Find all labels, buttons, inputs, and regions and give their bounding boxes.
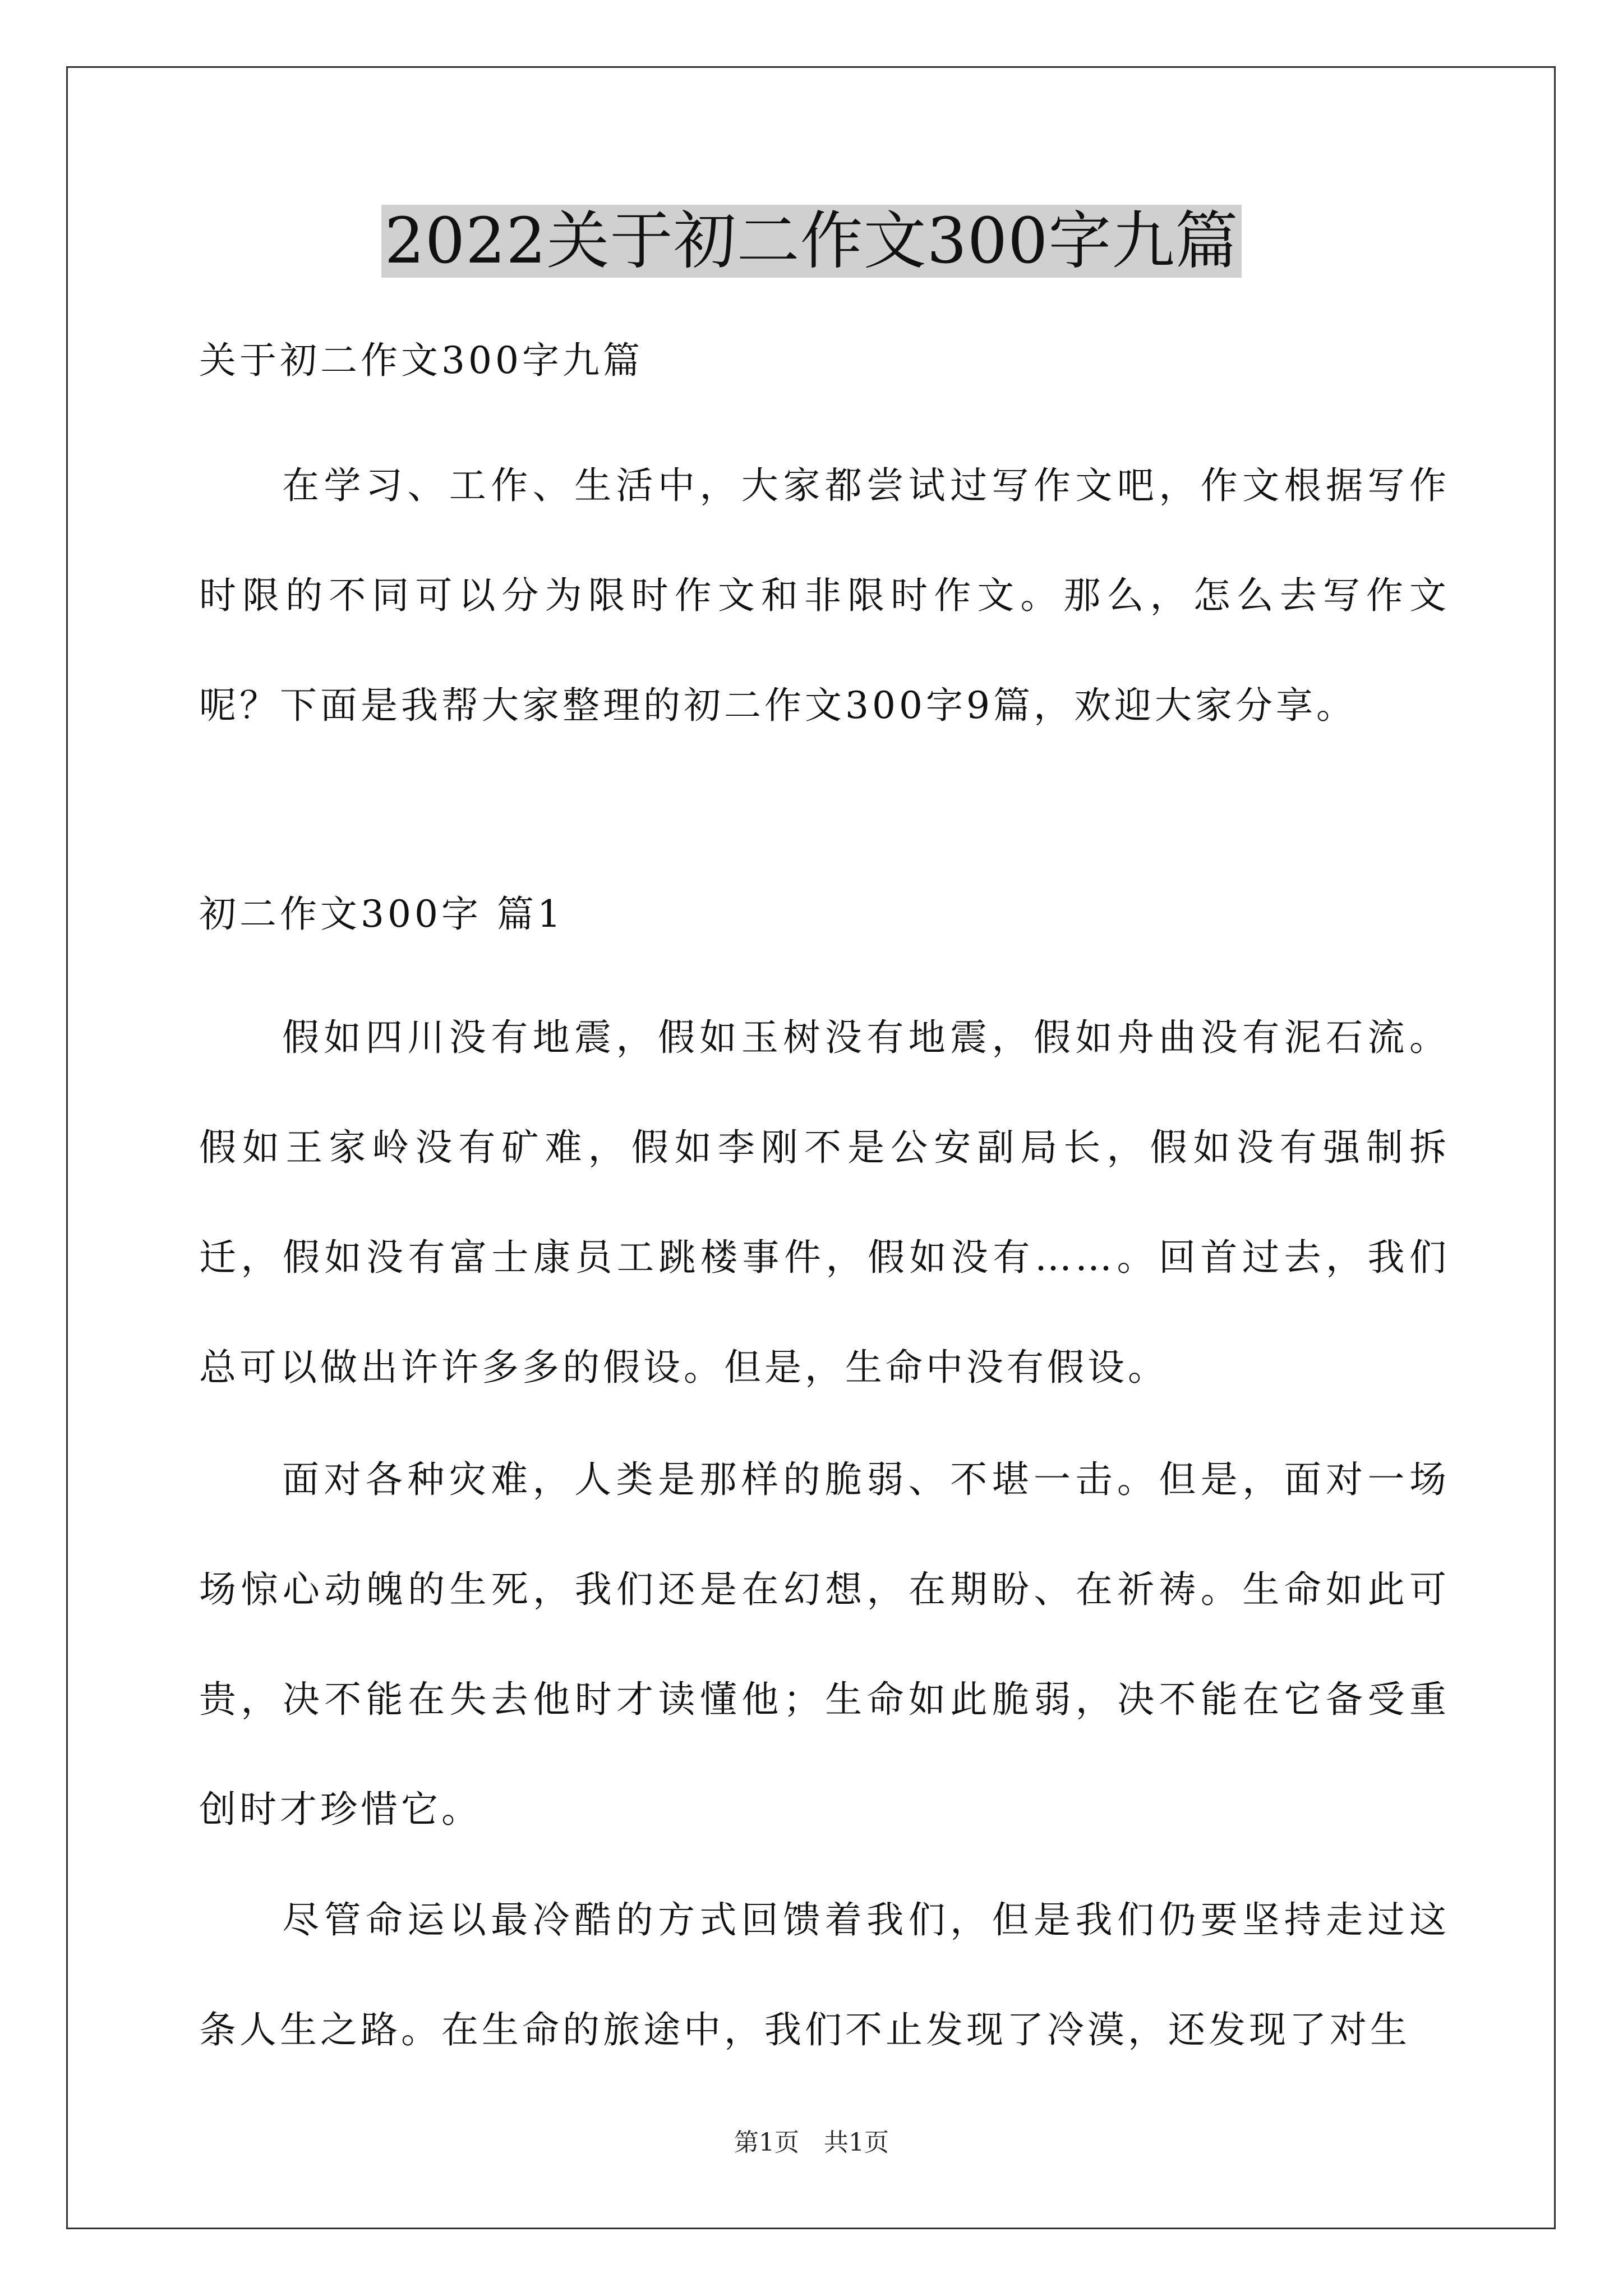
body-paragraph-3: 尽管命运以最冷酷的方式回馈着我们，但是我们仍要坚持走过这条人生之路。在生命的旅途中，我们不止发现了冷漠，还发现了对生 bbox=[199, 1898, 1450, 2051]
document-title bbox=[0, 199, 1623, 283]
body-paragraph-1: 假如四川没有地震，假如玉树没有地震，假如舟曲没有泥石流。假如王家岭没有矿难，假如李刚不是公安副局长，假如没有强制拆迁，假如没有富士康员工跳楼事件，假如没有……。回首过去，我们总可以做出许许多多的假设。但是，生命中没有假设。 bbox=[199, 1016, 1450, 1389]
document-title-text: 2022关于初二作文300字九篇 bbox=[381, 205, 1242, 278]
body-paragraph-2: 面对各种灾难，人类是那样的脆弱、不堪一击。但是，面对一场场惊心动魄的生死，我们还是在幻想，在期盼、在祈祷。生命如此可贵，决不能在失去他时才读懂他；生命如此脆弱，决不能在它备受重创时才珍惜它。 bbox=[199, 1458, 1450, 1831]
section-heading: 初二作文300字 篇1 bbox=[199, 892, 564, 936]
page-footer: 第1页 共1页 bbox=[734, 2128, 889, 2157]
document-subtitle: 关于初二作文300字九篇 bbox=[199, 339, 643, 382]
intro-paragraph: 在学习、工作、生活中，大家都尝试过写作文吧，作文根据写作时限的不同可以分为限时作文和非限时作文。那么，怎么去写作文呢？下面是我帮大家整理的初二作文300字9篇，欢迎大家分享。 bbox=[199, 464, 1450, 727]
